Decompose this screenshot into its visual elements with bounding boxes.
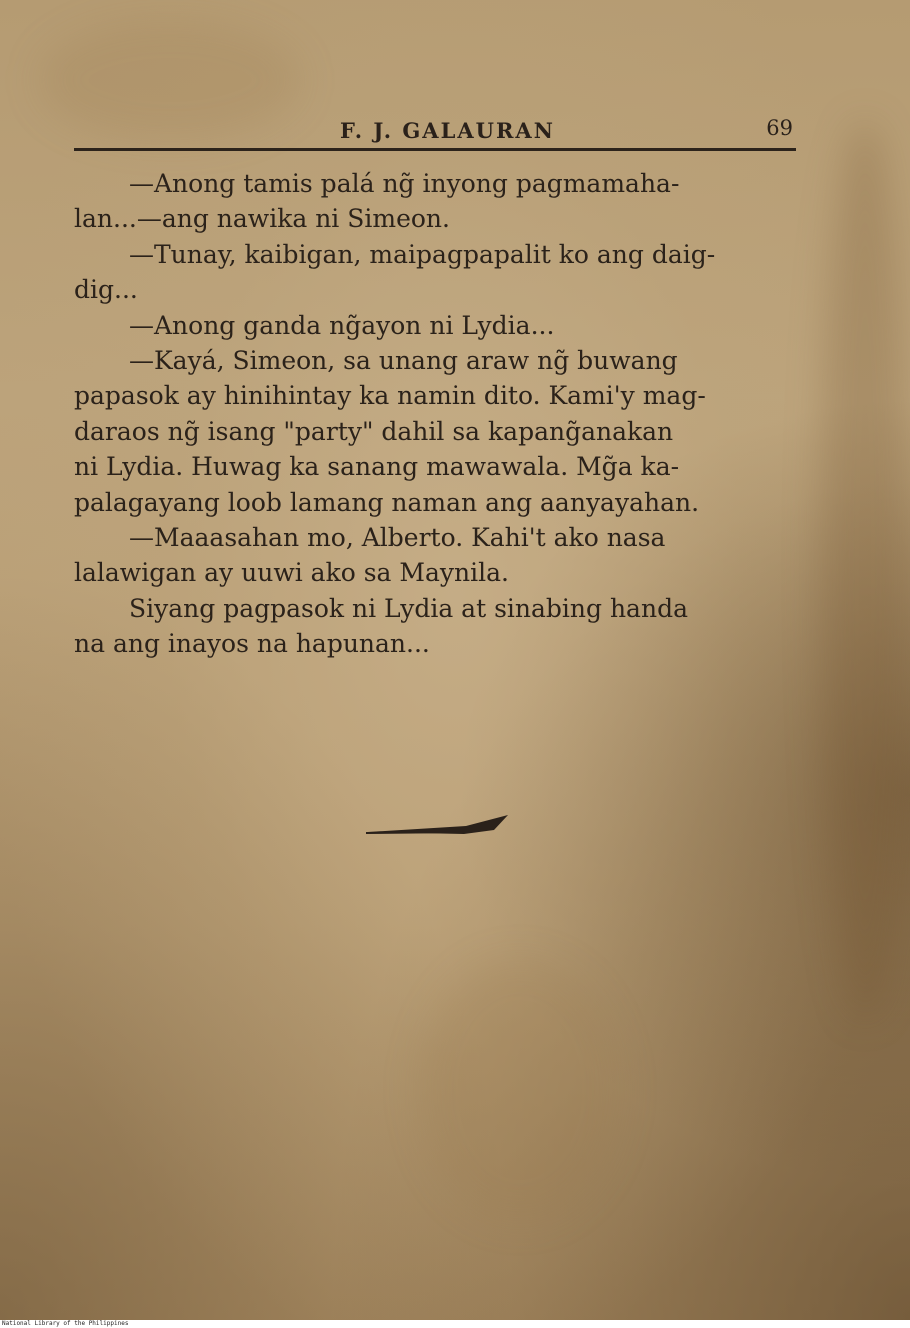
running-head [75, 114, 795, 148]
page-number: 69 [766, 116, 793, 140]
library-credit: National Library of the Philippines [2, 1320, 129, 1327]
paragraph: —Maaasahan mo, Alberto. Kahi't ako nasa lalawigan ay uuwi ako sa Maynila. [74, 523, 666, 588]
header-rule [74, 148, 796, 151]
paper-stain [420, 960, 620, 1220]
paragraph: —Anong tamis palá ng̃ inyong pagmamaha- lan...—ang nawika ni Simeon. [74, 169, 680, 234]
paragraph: Siyang pagpasok ni Lydia at sinabing handa na ang inayos na hapunan... [74, 593, 688, 659]
running-head-title: F. J. GALAURAN [340, 118, 555, 143]
paragraph: —Tunay, kaibigan, maipagpapalit ko ang daig- dig... [74, 239, 716, 305]
body-text [74, 166, 790, 662]
scan-footer [0, 1320, 910, 1328]
paragraph: —Anong ganda ng̃ayon ni Lydia... [129, 310, 555, 340]
end-ornament-icon [366, 812, 512, 842]
paper-stain [820, 120, 910, 1020]
paragraph: —Kayá, Simeon, sa unang araw ng̃ buwang papasok ay hinihintay ka namin dito. Kami'y mag- daraos ng̃ isang "party" dahil sa kapang̃anakan ni Lydia. Huwag ka sanang mawawala. Mg̃a ka- palagayang loob lamang naman ang aanyayahan. [74, 346, 706, 517]
